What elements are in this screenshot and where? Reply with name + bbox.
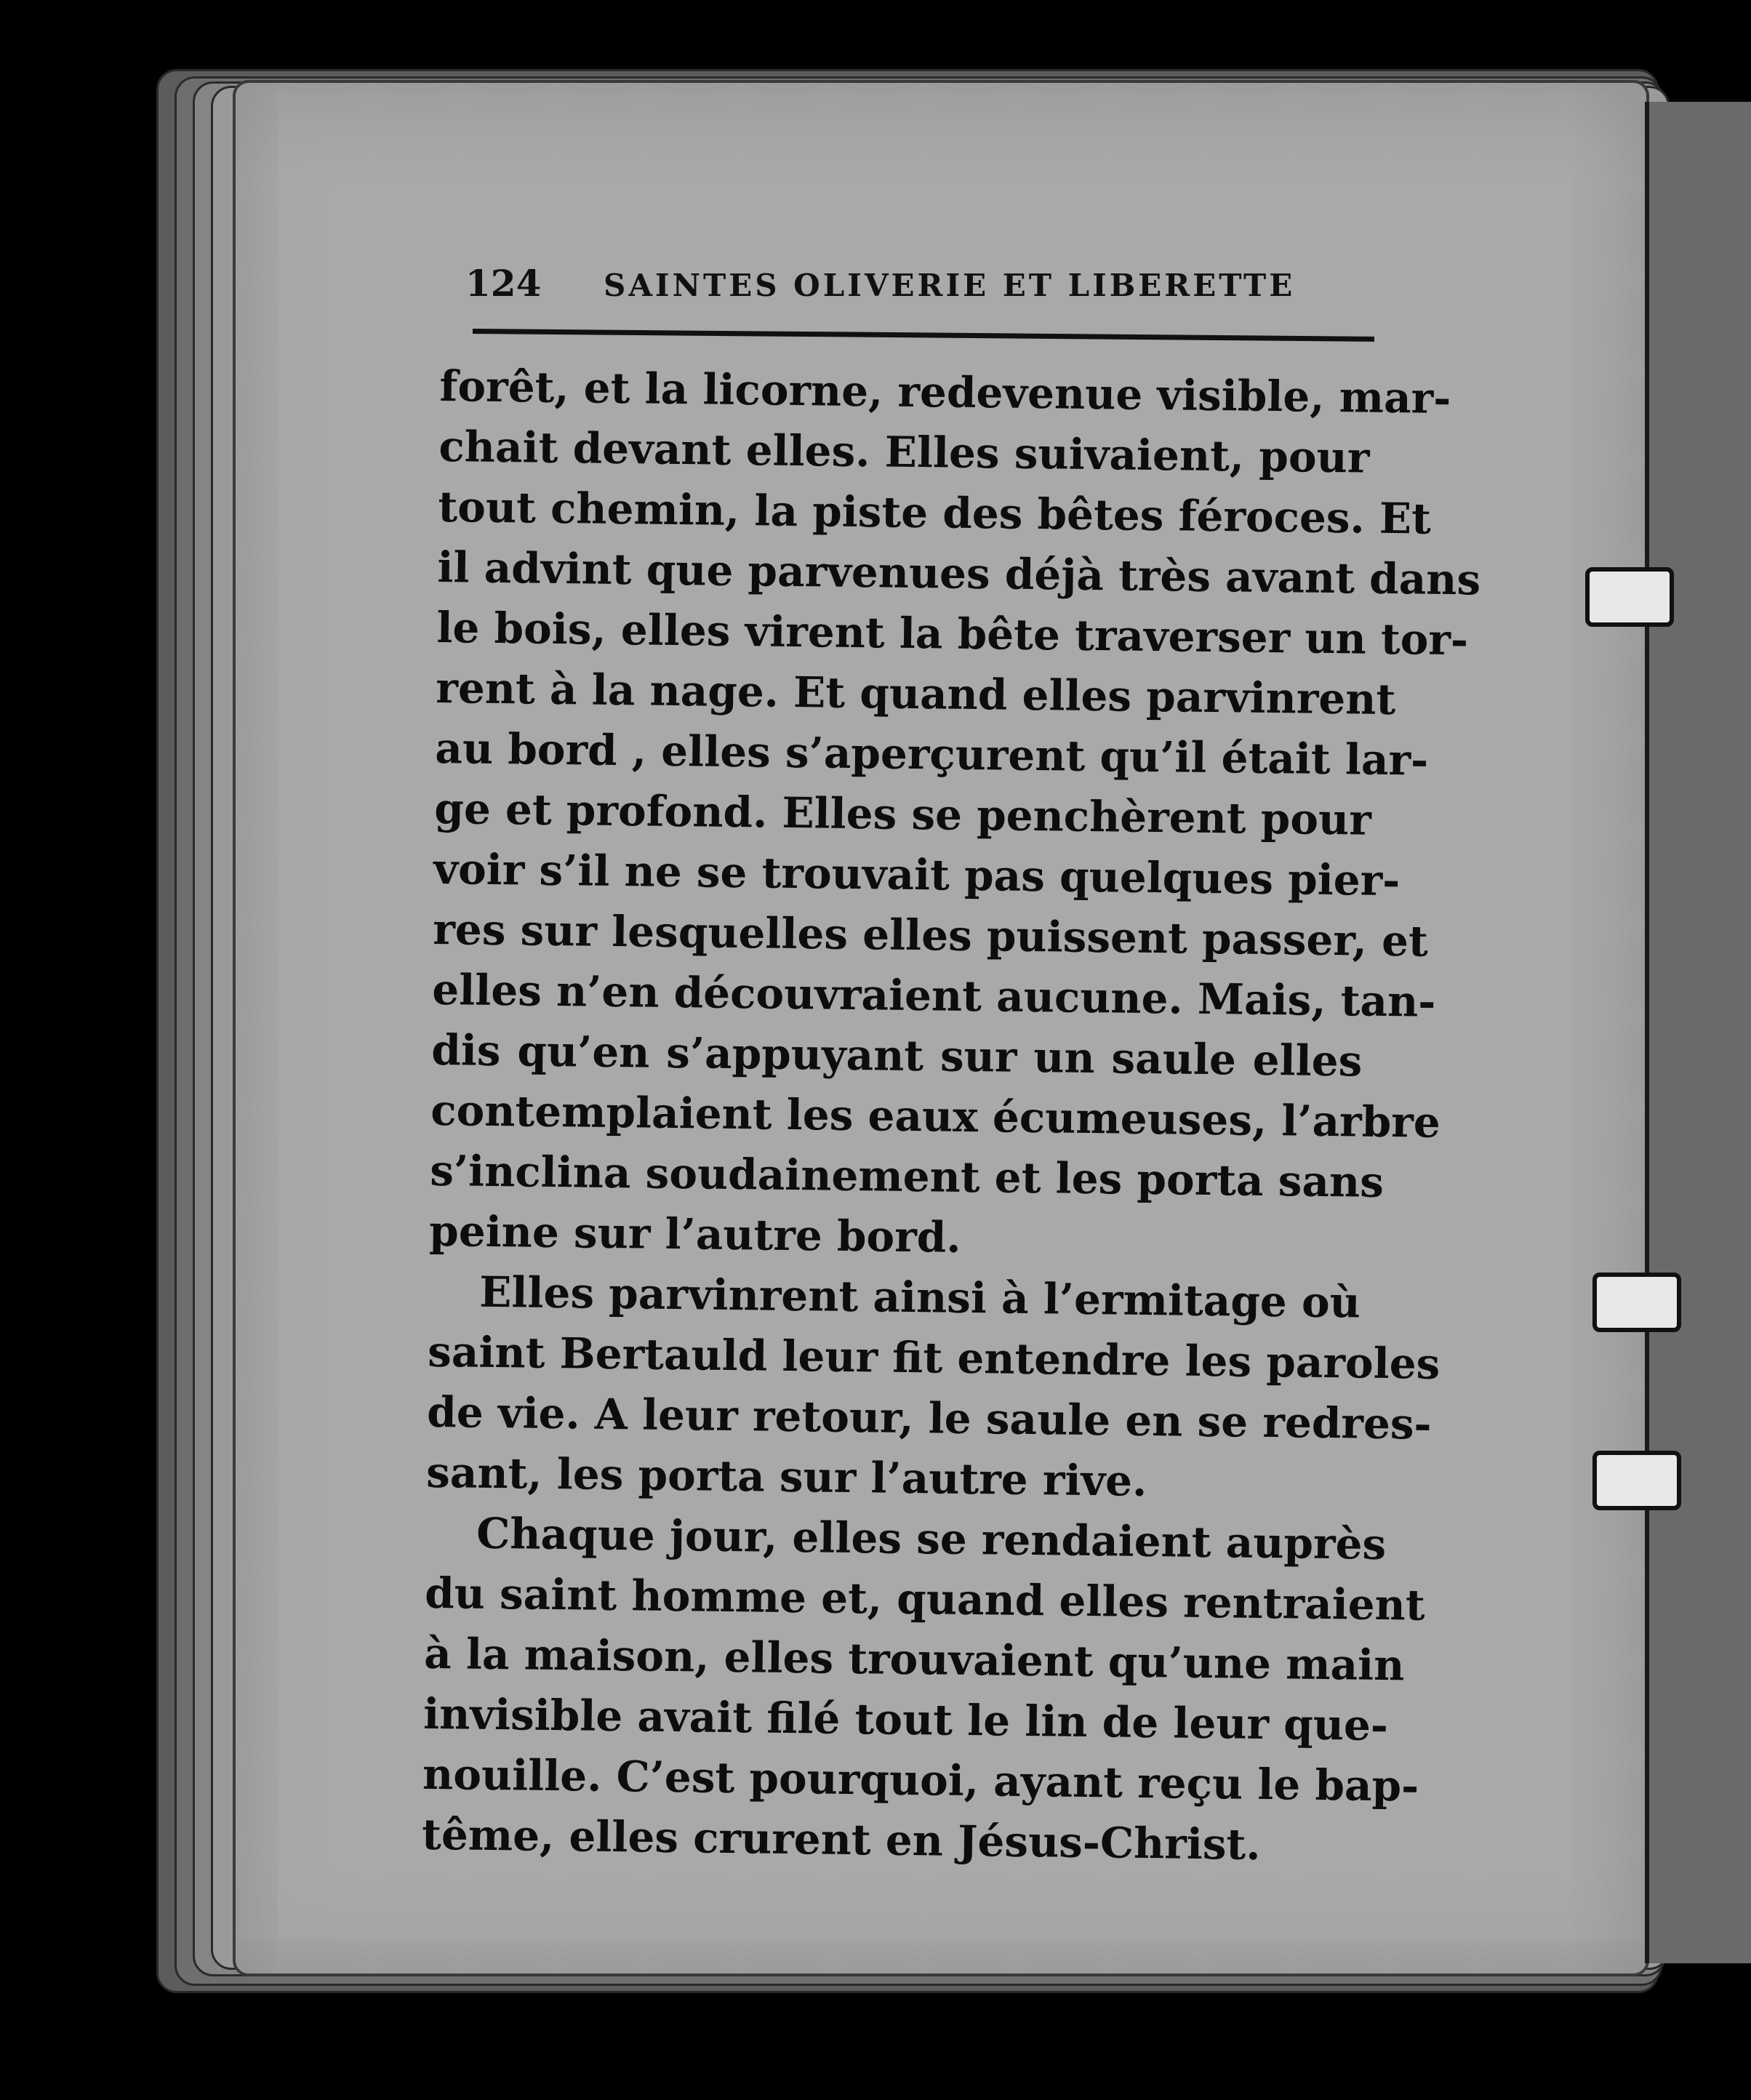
body-text xyxy=(421,356,1481,1876)
text-line: chait devant elles. Elles suivaient, pour xyxy=(438,421,1370,483)
text-line: rent à la nage. Et quand elles parvinrent xyxy=(436,662,1396,725)
text-line: contemplaient les eaux écumeuses, l’arbre xyxy=(430,1085,1441,1147)
text-line: Chaque jour, elles se rendaient auprès xyxy=(476,1508,1387,1570)
text-line: peine sur l’autre bord. xyxy=(428,1206,961,1262)
text-line: voir s’il ne se trouvait pas quelques pier- xyxy=(433,843,1401,906)
text-line: au bord , elles s’aperçurent qu’il était lar- xyxy=(434,723,1429,785)
page-number: 124 xyxy=(465,262,542,305)
text-line: ge et profond. Elles se penchèrent pour xyxy=(433,783,1372,845)
running-title: SAINTES OLIVERIE ET LIBERETTE xyxy=(604,268,1296,303)
text-line: elles n’en découvraient aucune. Mais, tan- xyxy=(431,964,1436,1027)
text-line: sant, les porta sur l’autre rive. xyxy=(425,1447,1147,1506)
text-line: du saint homme et, quand elles rentraient xyxy=(424,1568,1426,1630)
text-line: Elles parvinrent ainsi à l’ermitage où xyxy=(478,1267,1361,1328)
paragraph xyxy=(421,1503,1426,1877)
text-line: tême, elles crurent en Jésus-Christ. xyxy=(421,1809,1261,1869)
text-line: à la maison, elles trouvaient qu’une main xyxy=(423,1628,1405,1691)
text-line: invisible avait filé tout le lin de leur que- xyxy=(422,1688,1389,1751)
paragraph xyxy=(428,356,1481,1273)
binding-clip xyxy=(1592,1273,1681,1332)
text-line: res sur lesquelles elles puissent passer, et xyxy=(432,904,1429,966)
running-header xyxy=(465,262,1296,320)
binding-clip xyxy=(1592,1451,1681,1510)
text-line: tout chemin, la piste des bêtes féroces. Et xyxy=(438,481,1432,544)
text-line: il advint que parvenues déjà très avant dans xyxy=(437,542,1481,605)
text-line: de vie. A leur retour, le saule en se redres- xyxy=(426,1387,1432,1449)
text-line: saint Bertauld leur fit entendre les paroles xyxy=(427,1326,1441,1389)
binding-clip xyxy=(1585,567,1674,627)
binding-edge xyxy=(1645,102,1751,1963)
text-line: forêt, et la licorne, redevenue visible, mar- xyxy=(439,361,1451,423)
text-line: nouille. C’est pourquoi, ayant reçu le bap- xyxy=(422,1749,1419,1811)
text-line: dis qu’en s’appuyant sur un saule elles xyxy=(430,1025,1363,1086)
paragraph xyxy=(425,1262,1441,1515)
text-line: s’inclina soudainement et les porta sans xyxy=(429,1145,1385,1207)
text-line: le bois, elles virent la bête traverser un tor- xyxy=(436,602,1469,665)
